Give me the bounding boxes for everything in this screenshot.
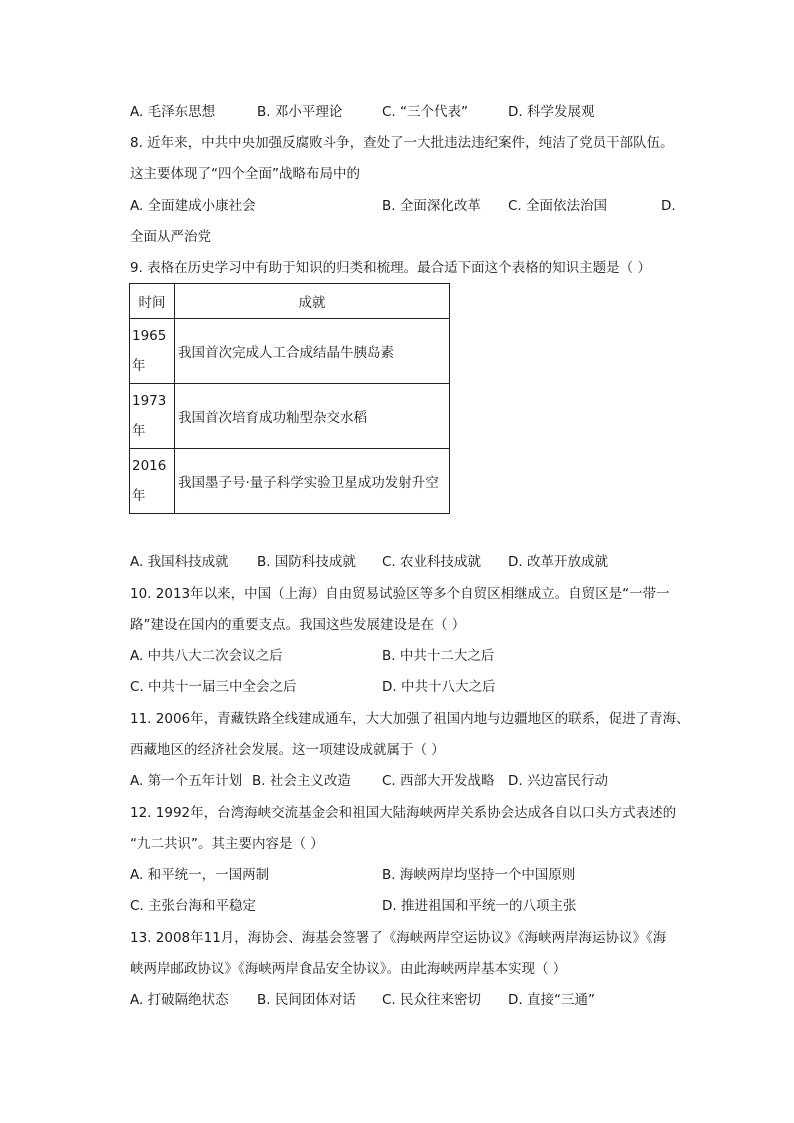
- q13-option-d: D. 直接“三通”: [508, 992, 595, 1008]
- table-row: [130, 319, 450, 384]
- q7-option-a: A. 毛泽东思想: [130, 104, 216, 120]
- q11-stem-line1: 11. 2006年，青藏铁路全线建成通车，大大加强了祖国内地与边疆地区的联系，促进了青海、: [130, 711, 690, 727]
- table-header-achievement: 成就: [175, 284, 450, 319]
- q10-stem-line2: 路”建设在国内的重要支点。我国这些发展建设是在（ ）: [130, 617, 466, 633]
- q10-option-d: D. 中共十八大之后: [382, 679, 496, 695]
- q8-option-d-text: 全面从严治党: [130, 229, 211, 245]
- q7-option-d: D. 科学发展观: [508, 104, 595, 120]
- q9-option-c: C. 农业科技成就: [382, 554, 482, 570]
- table-header-time: 时间: [130, 284, 175, 319]
- q8-stem-line2: 这主要体现了“四个全面”战略布局中的: [130, 166, 360, 182]
- q11-option-a: A. 第一个五年计划: [130, 773, 243, 789]
- table-cell-year: 1965年: [130, 319, 175, 384]
- q10-option-a: A. 中共八大二次会议之后: [130, 648, 283, 664]
- q10-option-c: C. 中共十一届三中全会之后: [130, 679, 297, 695]
- table-row: [130, 384, 450, 449]
- q9-stem-line1: 9. 表格在历史学习中有助于知识的归类和梳理。最合适下面这个表格的知识主题是（ ）: [130, 260, 651, 276]
- q9-option-d: D. 改革开放成就: [508, 554, 608, 570]
- q12-stem-line1: 12. 1992年，台湾海峡交流基金会和祖国大陆海峡两岸关系协会达成各自以口头方式表述的: [130, 805, 677, 821]
- q11-stem-line2: 西藏地区的经济社会发展。这一项建设成就属于（ ）: [130, 742, 445, 758]
- q10-option-b: B. 中共十二大之后: [382, 648, 495, 664]
- q11-option-c: C. 西部大开发战略: [382, 773, 495, 789]
- q8-option-d: D.: [661, 198, 676, 214]
- q8-option-c: C. 全面依法治国: [508, 198, 608, 214]
- q13-option-c: C. 民众往来密切: [382, 992, 482, 1008]
- q11-option-d: D. 兴边富民行动: [508, 773, 608, 789]
- q12-option-a: A. 和平统一，一国两制: [130, 867, 270, 883]
- q13-option-b: B. 民间团体对话: [257, 992, 356, 1008]
- q13-stem-line1: 13. 2008年11月，海协会、海基会签署了《海峡两岸空运协议》《海峡两岸海运协议》《海: [130, 930, 667, 946]
- table-cell-year: 1973年: [130, 384, 175, 449]
- q12-option-b: B. 海峡两岸均坚持一个中国原则: [382, 867, 576, 883]
- q8-option-b: B. 全面深化改革: [382, 198, 481, 214]
- q12-option-c: C. 主张台海和平稳定: [130, 898, 257, 914]
- q11-option-b: B. 社会主义改造: [252, 773, 351, 789]
- q12-option-d: D. 推进祖国和平统一的八项主张: [382, 898, 577, 914]
- table-header-row: [130, 284, 450, 319]
- q12-stem-line2: “九二共识”。其主要内容是（ ）: [130, 836, 324, 852]
- table-cell-achievement: 我国首次完成人工合成结晶牛胰岛素: [175, 319, 450, 384]
- table-row: [130, 449, 450, 514]
- table-cell-achievement: 我国墨子号·量子科学实验卫星成功发射升空: [175, 449, 450, 514]
- q7-option-b: B. 邓小平理论: [257, 104, 343, 120]
- achievement-table: [129, 283, 450, 514]
- q13-option-a: A. 打破隔绝状态: [130, 992, 229, 1008]
- q8-option-a: A. 全面建成小康社会: [130, 198, 256, 214]
- q10-stem-line1: 10. 2013年以来，中国（上海）自由贸易试验区等多个自贸区相继成立。自贸区是“一带一: [130, 586, 670, 602]
- q9-option-a: A. 我国科技成就: [130, 554, 229, 570]
- table-cell-achievement: 我国首次培育成功籼型杂交水稻: [175, 384, 450, 449]
- q8-stem-line1: 8. 近年来，中共中央加强反腐败斗争，查处了一大批违法违纪案件，纯洁了党员干部队伍。: [130, 135, 674, 151]
- q9-option-b: B. 国防科技成就: [257, 554, 356, 570]
- table-cell-year: 2016年: [130, 449, 175, 514]
- q13-stem-line2: 峡两岸邮政协议》《海峡两岸食品安全协议》。由此海峡两岸基本实现（ ）: [130, 961, 567, 977]
- q7-option-c: C. “三个代表”: [382, 104, 468, 120]
